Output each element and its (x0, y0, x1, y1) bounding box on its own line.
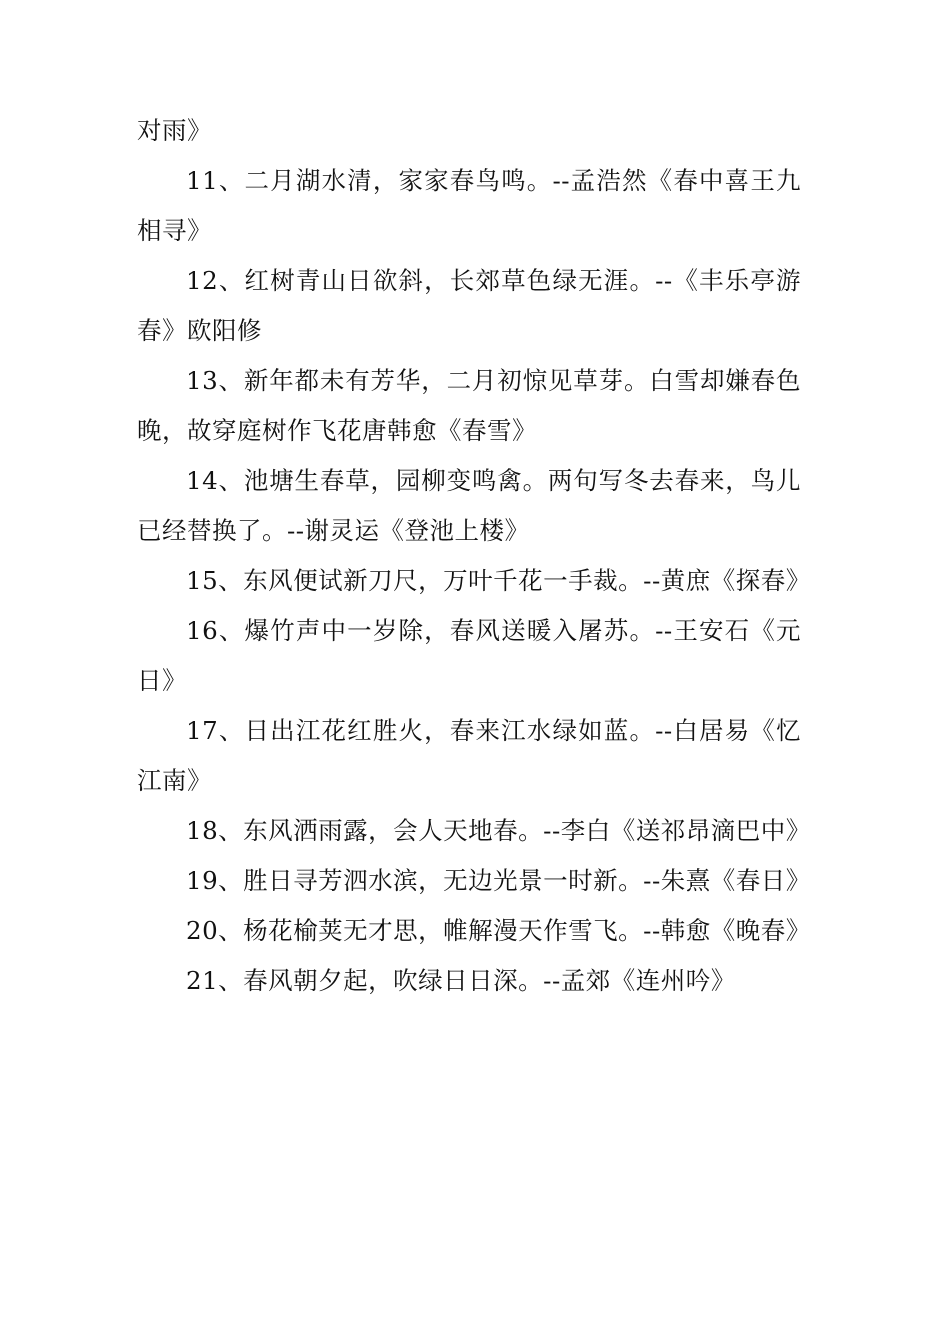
document-page (137, 106, 811, 1006)
paragraph-continuation: 对雨》 (137, 116, 212, 145)
paragraph-13: 13、新年都未有芳华，二月初惊见草芽。白雪却嫌春色晚，故穿庭树作飞花唐韩愈《春雪》 (137, 366, 801, 445)
paragraph-16: 16、爆竹声中一岁除，春风送暖入屠苏。--王安石《元日》 (137, 616, 801, 695)
paragraph-20: 20、杨花榆荚无才思，帷解漫天作雪飞。--韩愈《晚春》 (186, 916, 811, 945)
paragraph-18: 18、东风洒雨露，会人天地春。--李白《送祁昂滴巴中》 (186, 816, 811, 845)
paragraph-21: 21、春风朝夕起，吹绿日日深。--孟郊《连州吟》 (186, 966, 736, 995)
paragraph-19: 19、胜日寻芳泗水滨，无边光景一时新。--朱熹《春日》 (186, 866, 811, 895)
paragraph-11: 11、二月湖水清，家家春鸟鸣。--孟浩然《春中喜王九相寻》 (137, 166, 801, 245)
paragraph-12: 12、红树青山日欲斜，长郊草色绿无涯。--《丰乐亭游春》欧阳修 (137, 266, 801, 345)
paragraph-17: 17、日出江花红胜火，春来江水绿如蓝。--白居易《忆江南》 (137, 716, 801, 795)
paragraph-14: 14、池塘生春草，园柳变鸣禽。两句写冬去春来，鸟儿已经替换了。--谢灵运《登池上楼》 (137, 466, 801, 545)
paragraph-15: 15、东风便试新刀尺，万叶千花一手裁。--黄庶《探春》 (186, 566, 811, 595)
